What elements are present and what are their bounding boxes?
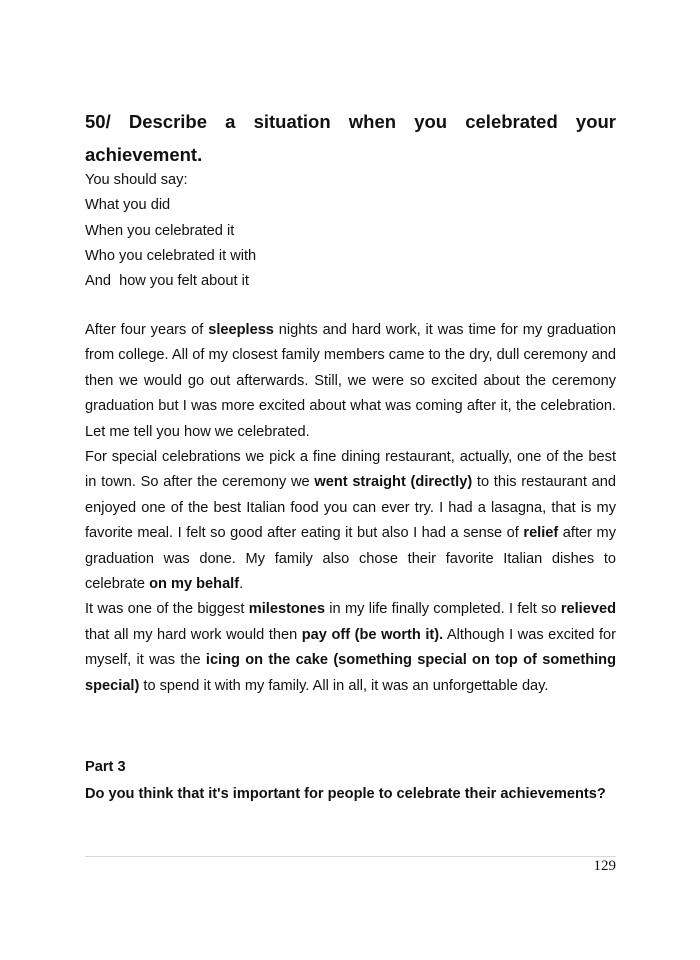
bold-vocabulary: sleepless [208, 322, 274, 338]
bold-vocabulary: relieved [560, 601, 616, 618]
text-segment: After four years of [85, 322, 209, 338]
text-segment: nights and hard work, it was time for my graduation from college. All of my closest family members came to the dry, dull ceremony and then we would go out afterwards. Still, we were so excited about the ceremony graduation but I was more excited about what was coming after it, the celebration. Let me tell you how we celebrated. [85, 322, 616, 440]
answer-paragraph [85, 597, 616, 699]
text-segment: in my life finally completed. I felt so [325, 601, 561, 618]
part-3-section [85, 754, 616, 807]
bold-vocabulary: icing on the cake (something special on top of something special) [85, 652, 616, 694]
text-segment: to spend it with my family. All in all, it was an unforgettable day. [139, 677, 549, 694]
prompt-line: When you celebrated it [85, 222, 235, 239]
text-segment: . [239, 576, 244, 593]
bold-vocabulary: pay off (be worth it). [301, 626, 444, 643]
text-segment: to this restaurant and enjoyed one of the best Italian food you can ever try. I had a lasagna, that is my favorite meal. I felt so good after eating it but also I had a sense of [85, 474, 617, 542]
prompt-line: You should say: [85, 172, 188, 188]
prompt-line: And how you felt about it [85, 273, 249, 290]
answer-paragraph [85, 318, 616, 445]
part-label: Part 3 [85, 759, 126, 775]
answer-body [85, 318, 616, 699]
part-3-question: Do you think that it's important for people to celebrate their achievements? [85, 785, 606, 802]
prompt-line: Who you celebrated it with [85, 247, 257, 264]
bold-vocabulary: milestones [248, 601, 325, 618]
text-segment: It was one of the biggest [85, 601, 249, 618]
prompt-line: What you did [85, 197, 171, 214]
bold-vocabulary: relief [523, 525, 559, 542]
answer-paragraph [85, 445, 616, 597]
text-segment: after my graduation was done. My family also chose their favorite Italian dishes to celebrate [85, 525, 616, 593]
page-number: 129 [593, 858, 616, 874]
question-title: 50/ Describe a situation when you celebrated your achievement. [85, 111, 616, 165]
bold-vocabulary: on my behalf [149, 576, 240, 593]
text-segment: For special celebrations we pick a fine dining restaurant, actually, one of the best in town. So after the ceremony we [85, 449, 616, 491]
text-segment: Although I was excited for myself, it was the [85, 626, 616, 669]
footer-divider [85, 856, 616, 857]
text-segment: that all my hard work would then [85, 626, 302, 643]
cue-card-prompt [85, 168, 616, 294]
bold-vocabulary: went straight (directly) [314, 474, 473, 491]
